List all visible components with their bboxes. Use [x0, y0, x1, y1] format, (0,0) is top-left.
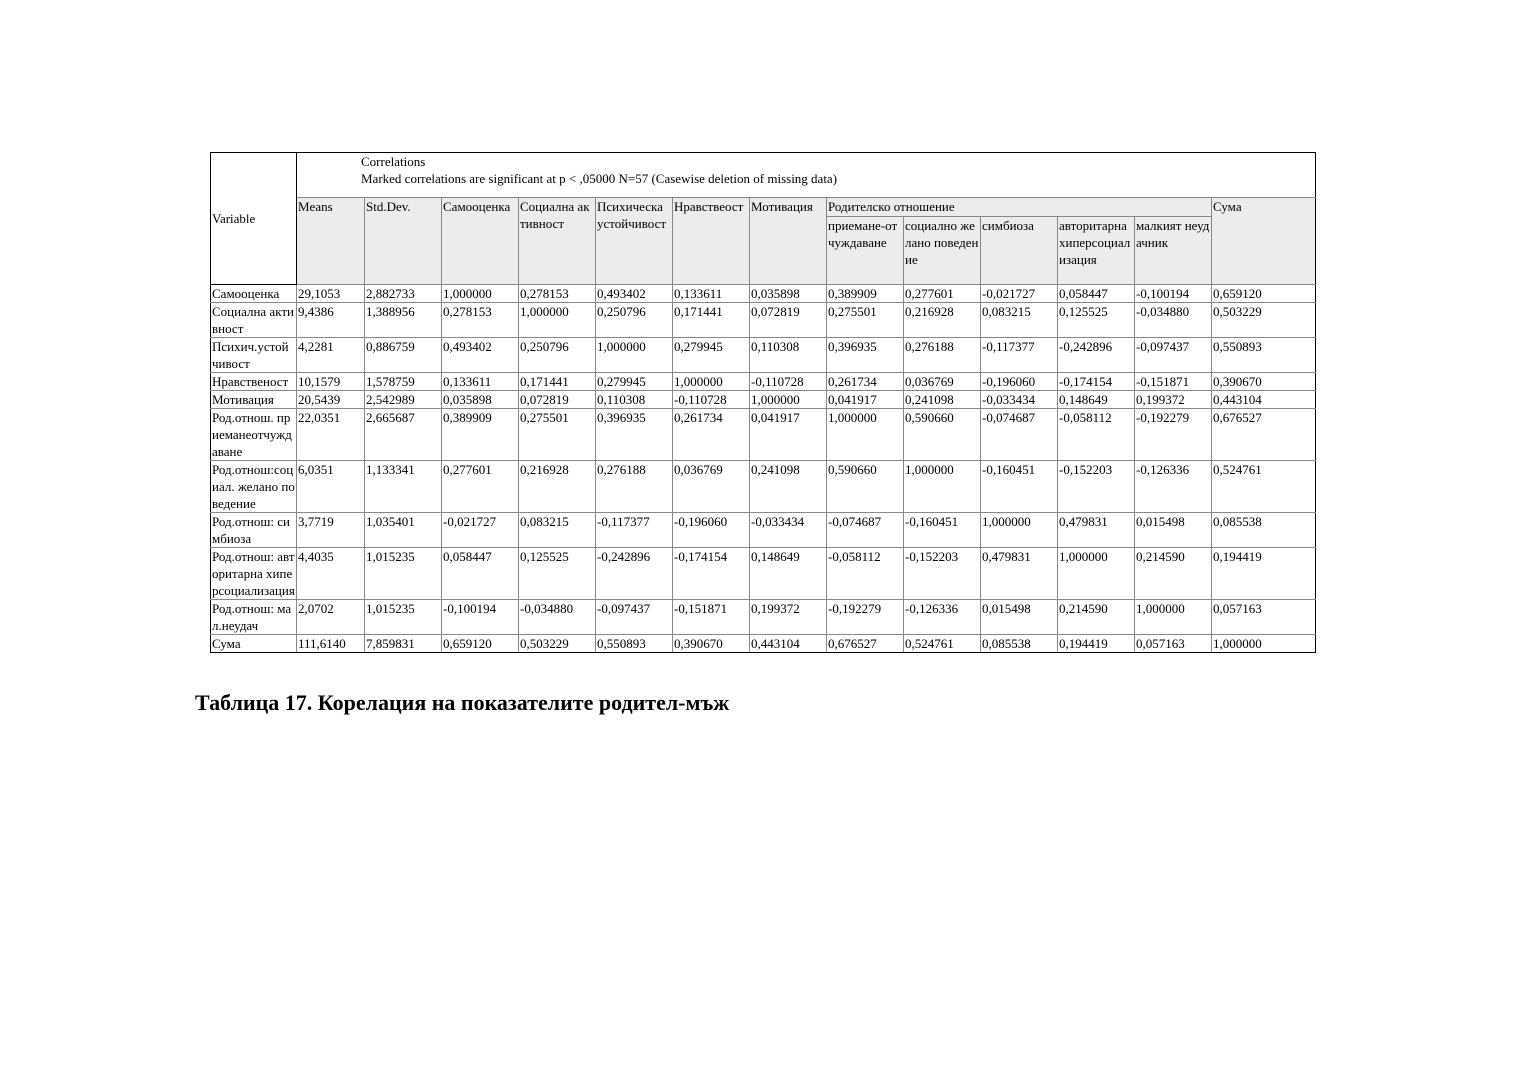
table-subtitle: Marked correlations are significant at p < ,05000 N=57 (Casewise deletion of missing data) — [361, 171, 838, 186]
row-label: Сума — [211, 635, 297, 653]
table-cell: -0,117377 — [596, 513, 673, 548]
table-cell: 1,000000 — [1212, 635, 1316, 653]
table-cell: -0,058112 — [827, 548, 904, 600]
table-cell: 0,035898 — [750, 285, 827, 303]
correlation-table-wrapper — [210, 152, 1316, 653]
table-cell: -0,033434 — [981, 391, 1058, 409]
table-cell: 0,058447 — [442, 548, 519, 600]
table-cell: 0,396935 — [596, 409, 673, 461]
table-cell: 0,036769 — [673, 461, 750, 513]
table-cell: 0,276188 — [904, 338, 981, 373]
table-title-cell — [297, 153, 1316, 198]
table-cell: 29,1053 — [297, 285, 365, 303]
table-cell: -0,100194 — [1135, 285, 1212, 303]
column-header: Психическа устойчивост — [596, 198, 673, 285]
table-cell: 0,276188 — [596, 461, 673, 513]
table-cell: 0,443104 — [750, 635, 827, 653]
table-cell: 111,6140 — [297, 635, 365, 653]
table-cell: 0,550893 — [596, 635, 673, 653]
table-cell: 0,015498 — [1135, 513, 1212, 548]
table-cell: 0,199372 — [750, 600, 827, 635]
table-cell: -0,034880 — [1135, 303, 1212, 338]
sub-column-header: социално желано поведение — [904, 217, 981, 285]
group-header-parent-relationship: Родителско отношение — [827, 198, 1212, 217]
table-cell: 1,000000 — [904, 461, 981, 513]
table-cell: 0,057163 — [1212, 600, 1316, 635]
table-cell: 0,590660 — [904, 409, 981, 461]
table-cell: -0,034880 — [519, 600, 596, 635]
table-cell: 0,279945 — [673, 338, 750, 373]
table-cell: -0,097437 — [596, 600, 673, 635]
table-cell: -0,074687 — [827, 513, 904, 548]
table-row — [211, 338, 1316, 373]
table-cell: -0,151871 — [673, 600, 750, 635]
table-cell: 0,886759 — [365, 338, 442, 373]
table-cell: 1,000000 — [442, 285, 519, 303]
table-cell: 1,000000 — [981, 513, 1058, 548]
table-cell: 0,194419 — [1212, 548, 1316, 600]
table-cell: 0,524761 — [1212, 461, 1316, 513]
table-cell: -0,033434 — [750, 513, 827, 548]
table-row — [211, 513, 1316, 548]
table-cell: 0,275501 — [827, 303, 904, 338]
table-cell: -0,110728 — [750, 373, 827, 391]
sub-column-header: авторитарна хиперсоциализация — [1058, 217, 1135, 285]
table-cell: 0,057163 — [1135, 635, 1212, 653]
table-cell: 0,241098 — [750, 461, 827, 513]
table-cell: -0,021727 — [981, 285, 1058, 303]
table-cell: -0,192279 — [1135, 409, 1212, 461]
table-cell: -0,174154 — [1058, 373, 1135, 391]
table-cell: -0,242896 — [1058, 338, 1135, 373]
row-label: Род.отнош: симбиоза — [211, 513, 297, 548]
table-cell: 3,7719 — [297, 513, 365, 548]
table-cell: 1,000000 — [827, 409, 904, 461]
table-cell: 1,000000 — [519, 303, 596, 338]
table-cell: 0,036769 — [904, 373, 981, 391]
table-cell: -0,196060 — [981, 373, 1058, 391]
table-cell: 1,578759 — [365, 373, 442, 391]
table-cell: 0,279945 — [596, 373, 673, 391]
table-cell: -0,021727 — [442, 513, 519, 548]
column-header: Социална активност — [519, 198, 596, 285]
table-cell: 0,058447 — [1058, 285, 1135, 303]
table-cell: 0,125525 — [519, 548, 596, 600]
table-cell: 0,072819 — [750, 303, 827, 338]
sub-column-header: приемане-отчуждаване — [827, 217, 904, 285]
table-row — [211, 285, 1316, 303]
table-cell: 22,0351 — [297, 409, 365, 461]
column-header: Самооценка — [442, 198, 519, 285]
table-cell: 0,125525 — [1058, 303, 1135, 338]
row-label: Социална активност — [211, 303, 297, 338]
table-row — [211, 461, 1316, 513]
table-cell: 0,396935 — [827, 338, 904, 373]
column-header: Std.Dev. — [365, 198, 442, 285]
table-cell: 0,389909 — [442, 409, 519, 461]
row-label: Самооценка — [211, 285, 297, 303]
table-cell: 0,659120 — [442, 635, 519, 653]
table-cell: -0,151871 — [1135, 373, 1212, 391]
variable-header: Variable — [211, 153, 297, 285]
table-cell: 0,110308 — [750, 338, 827, 373]
row-label: Психич.устойчивост — [211, 338, 297, 373]
row-label: Нравственост — [211, 373, 297, 391]
table-cell: 0,148649 — [1058, 391, 1135, 409]
table-cell: 0,083215 — [981, 303, 1058, 338]
table-cell: 2,665687 — [365, 409, 442, 461]
table-cell: 0,041917 — [750, 409, 827, 461]
table-cell: -0,126336 — [1135, 461, 1212, 513]
table-cell: 0,085538 — [981, 635, 1058, 653]
table-cell: 0,085538 — [1212, 513, 1316, 548]
table-cell: -0,196060 — [673, 513, 750, 548]
table-row — [211, 391, 1316, 409]
table-cell: 0,493402 — [442, 338, 519, 373]
table-cell: -0,074687 — [981, 409, 1058, 461]
table-cell: 1,015235 — [365, 548, 442, 600]
table-cell: 1,133341 — [365, 461, 442, 513]
table-cell: 0,493402 — [596, 285, 673, 303]
table-cell: 0,390670 — [673, 635, 750, 653]
table-cell: 1,388956 — [365, 303, 442, 338]
table-cell: 4,4035 — [297, 548, 365, 600]
row-label: Род.отнош: мал.неудач — [211, 600, 297, 635]
table-cell: 4,2281 — [297, 338, 365, 373]
table-cell: 7,859831 — [365, 635, 442, 653]
table-row — [211, 635, 1316, 653]
table-cell: 0,171441 — [519, 373, 596, 391]
table-cell: 1,035401 — [365, 513, 442, 548]
table-cell: -0,100194 — [442, 600, 519, 635]
table-cell: 0,479831 — [1058, 513, 1135, 548]
table-cell: 0,390670 — [1212, 373, 1316, 391]
table-cell: 0,550893 — [1212, 338, 1316, 373]
table-caption: Таблица 17. Корелация на показателите родител-мъж — [195, 690, 730, 715]
table-cell: 0,676527 — [827, 635, 904, 653]
table-cell: 0,250796 — [519, 338, 596, 373]
table-cell: 1,000000 — [1058, 548, 1135, 600]
table-cell: 6,0351 — [297, 461, 365, 513]
table-cell: 0,072819 — [519, 391, 596, 409]
table-cell: -0,152203 — [1058, 461, 1135, 513]
table-cell: -0,160451 — [981, 461, 1058, 513]
table-cell: 0,035898 — [442, 391, 519, 409]
table-cell: -0,174154 — [673, 548, 750, 600]
table-cell: -0,058112 — [1058, 409, 1135, 461]
table-cell: -0,242896 — [596, 548, 673, 600]
table-cell: 0,590660 — [827, 461, 904, 513]
table-cell: 20,5439 — [297, 391, 365, 409]
table-cell: 1,000000 — [673, 373, 750, 391]
table-cell: 2,882733 — [365, 285, 442, 303]
table-row — [211, 409, 1316, 461]
table-cell: 0,524761 — [904, 635, 981, 653]
table-cell: 0,659120 — [1212, 285, 1316, 303]
sum-column-header: Сума — [1212, 198, 1316, 285]
row-label: Мотивация — [211, 391, 297, 409]
table-cell: 0,214590 — [1135, 548, 1212, 600]
column-header: Мотивация — [750, 198, 827, 285]
table-cell: 0,241098 — [904, 391, 981, 409]
table-cell: -0,152203 — [904, 548, 981, 600]
column-header: Нравствеост — [673, 198, 750, 285]
row-label: Род.отнош:социал. желано поведение — [212, 462, 295, 511]
row-label: Род.отнош. приеманеотчуждаване — [211, 409, 297, 461]
table-cell: 0,503229 — [519, 635, 596, 653]
table-row — [211, 600, 1316, 635]
sub-column-header: малкият неудачник — [1135, 217, 1212, 285]
table-cell: 0,216928 — [904, 303, 981, 338]
table-cell: 0,676527 — [1212, 409, 1316, 461]
table-cell: -0,097437 — [1135, 338, 1212, 373]
table-cell: 0,503229 — [1212, 303, 1316, 338]
table-cell: 0,133611 — [673, 285, 750, 303]
table-cell: 0,133611 — [442, 373, 519, 391]
table-cell: 0,443104 — [1212, 391, 1316, 409]
row-label: Род.отнош: авторитарна хиперсоциализация — [212, 549, 295, 598]
table-cell: 1,000000 — [750, 391, 827, 409]
table-cell: 0,148649 — [750, 548, 827, 600]
table-cell: -0,110728 — [673, 391, 750, 409]
table-cell: 2,0702 — [297, 600, 365, 635]
table-cell: 0,171441 — [673, 303, 750, 338]
table-cell: 1,000000 — [596, 338, 673, 373]
table-cell: 1,000000 — [1135, 600, 1212, 635]
table-cell: 0,214590 — [1058, 600, 1135, 635]
table-cell: 0,083215 — [519, 513, 596, 548]
table-cell: 0,479831 — [981, 548, 1058, 600]
table-cell: 9,4386 — [297, 303, 365, 338]
table-cell: -0,160451 — [904, 513, 981, 548]
table-row — [211, 303, 1316, 338]
table-cell: 0,041917 — [827, 391, 904, 409]
table-cell: -0,192279 — [827, 600, 904, 635]
table-cell: 0,275501 — [519, 409, 596, 461]
table-cell: 0,216928 — [519, 461, 596, 513]
table-row — [211, 548, 1316, 600]
column-header: Means — [297, 198, 365, 285]
table-cell: -0,126336 — [904, 600, 981, 635]
table-cell: 0,261734 — [827, 373, 904, 391]
table-cell: 0,015498 — [981, 600, 1058, 635]
table-cell: 0,199372 — [1135, 391, 1212, 409]
table-cell: 0,277601 — [904, 285, 981, 303]
table-title: Correlations — [361, 154, 426, 169]
table-cell: 0,389909 — [827, 285, 904, 303]
table-cell: 0,278153 — [519, 285, 596, 303]
table-cell: 2,542989 — [365, 391, 442, 409]
table-cell: 0,194419 — [1058, 635, 1135, 653]
correlation-table — [210, 152, 1316, 653]
table-cell: 0,250796 — [596, 303, 673, 338]
table-cell: 1,015235 — [365, 600, 442, 635]
table-cell: 0,277601 — [442, 461, 519, 513]
table-cell: 0,278153 — [442, 303, 519, 338]
table-row — [211, 373, 1316, 391]
table-cell: -0,117377 — [981, 338, 1058, 373]
table-cell: 0,110308 — [596, 391, 673, 409]
sub-column-header: симбиоза — [981, 217, 1058, 285]
table-cell: 10,1579 — [297, 373, 365, 391]
table-cell: 0,261734 — [673, 409, 750, 461]
